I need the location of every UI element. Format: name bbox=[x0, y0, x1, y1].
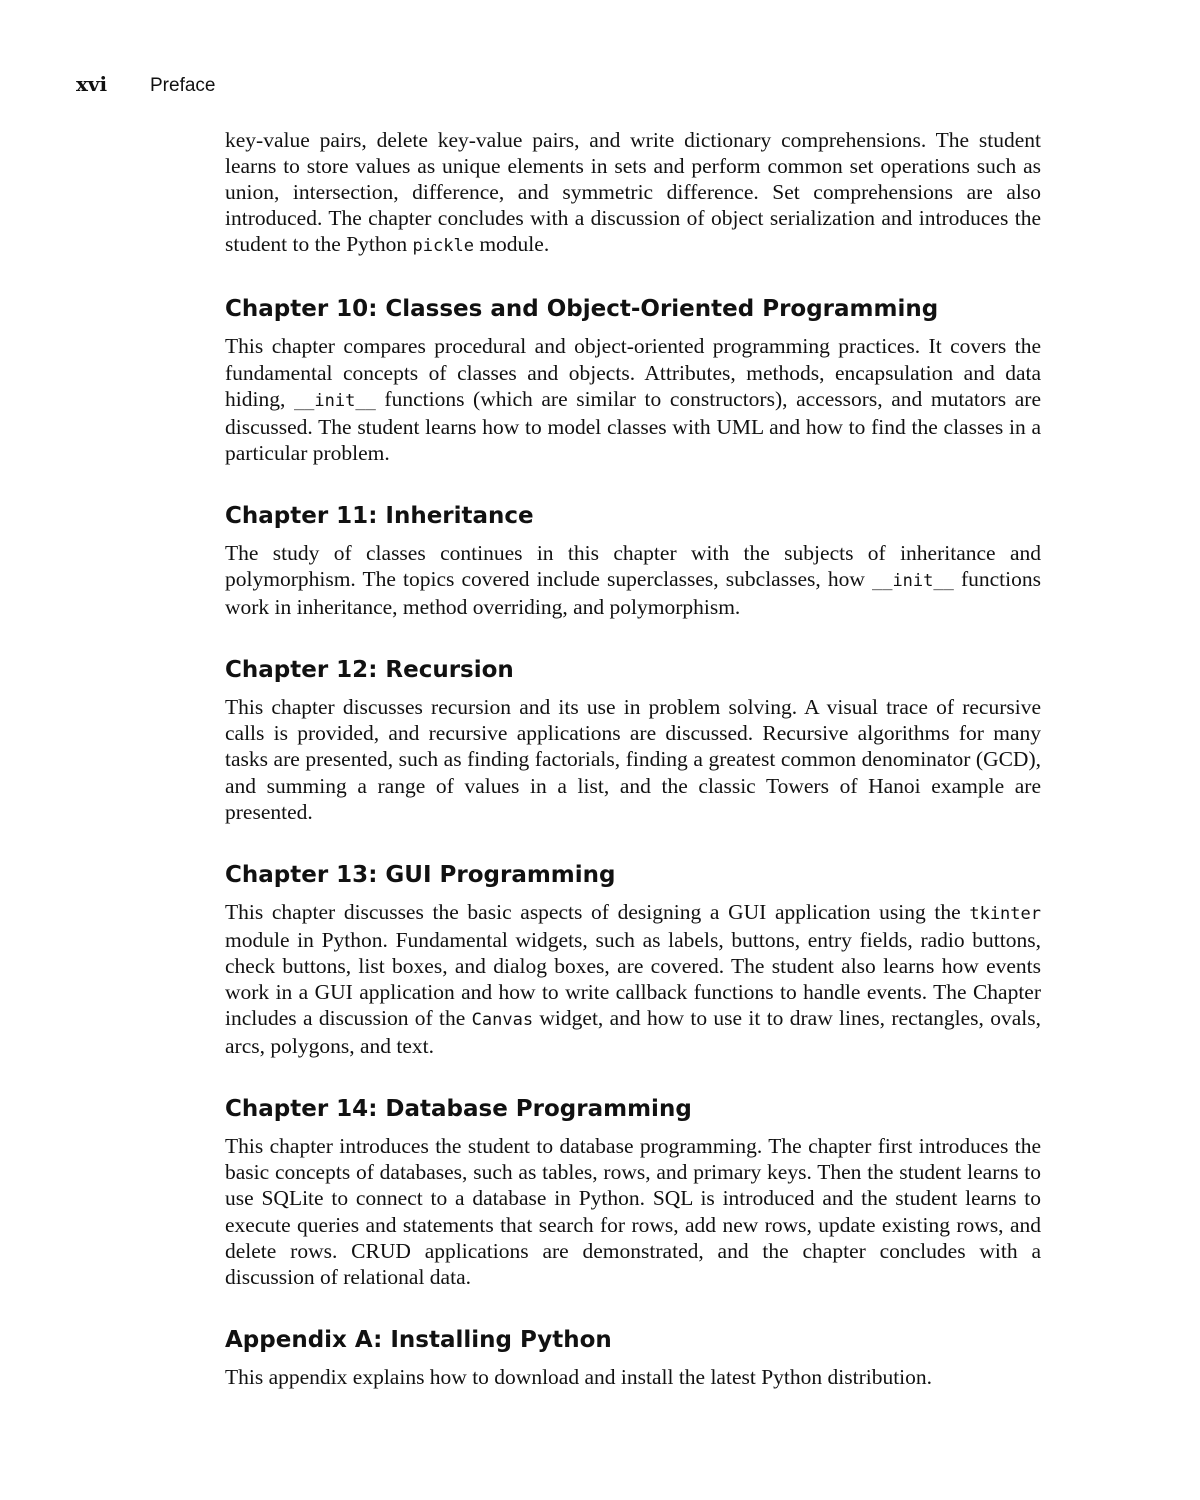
chapter-11-text: The study of classes continues in this chapter with the subjects of inheritance and polymorphism. The topics covered include superclasses, subclasses, how bbox=[225, 540, 1041, 592]
chapter-11-paragraph bbox=[225, 540, 1041, 620]
chapter-10-text: This chapter compares procedural and object-oriented programming practices. It covers the fundamental concepts of classes and objects. Attributes, methods, encapsulation and data hiding, bbox=[225, 334, 1041, 411]
chapter-10-paragraph bbox=[225, 333, 1041, 465]
chapter-11-text-end: functions work in inheritance, method overriding, and polymorphism. bbox=[225, 567, 1041, 620]
intro-text: key-value pairs, delete key-value pairs, and write dictionary comprehensions. The student learns to store values as unique elements in sets and perform common set operations such as union, intersection, difference, and symmetric difference. Set comprehensions are also introduced. The chapter concludes with a discussion of object serialization and introduces the student to the Python bbox=[225, 128, 1041, 257]
inline-code-tkinter: tkinter bbox=[969, 903, 1041, 924]
chapter-11-heading: Chapter 11: Inheritance bbox=[225, 502, 534, 529]
section-chapter-11 bbox=[225, 502, 1041, 620]
intro-text-end: module. bbox=[473, 232, 550, 257]
chapter-13-text: This chapter discusses the basic aspects of designing a GUI application using the bbox=[225, 899, 970, 924]
chapter-12-heading: Chapter 12: Recursion bbox=[225, 657, 514, 684]
chapter-10-text-end: functions (which are similar to constructors), accessors, and mutators are discussed. The student learns how to model classes with UML and how to find the classes in a particular problem. bbox=[225, 386, 1041, 465]
inline-code-canvas: Canvas bbox=[471, 1010, 534, 1031]
appendix-a-paragraph: This appendix explains how to download and install the latest Python distribution. bbox=[225, 1364, 933, 1389]
appendix-a-heading: Appendix A: Installing Python bbox=[225, 1326, 612, 1353]
chapter-13-heading: Chapter 13: GUI Programming bbox=[225, 861, 616, 888]
section-chapter-12 bbox=[225, 656, 1041, 824]
inline-code-init: __init__ bbox=[293, 390, 376, 411]
chapter-12-paragraph: This chapter discusses recursion and its use in problem solving. A visual trace of recursive calls is provided, and recursive applications are discussed. Recursive algorithms for many tasks are presented, such as finding factorials, finding a greatest common denominator (GCD), and summing a range of values in a list, and the classic Towers of Hanoi example are presented. bbox=[225, 695, 1041, 824]
chapter-13-paragraph bbox=[225, 899, 1041, 1060]
chapter-13-text-end: widget, and how to use it to draw lines, rectangles, ovals, arcs, polygons, and text. bbox=[225, 1006, 1041, 1059]
page-number: xvi bbox=[76, 72, 108, 96]
section-appendix-a bbox=[225, 1326, 1041, 1390]
running-title: Preface bbox=[150, 75, 216, 96]
page-content bbox=[225, 127, 1041, 1390]
inline-code-pickle: pickle bbox=[412, 236, 474, 257]
chapter-14-paragraph: This chapter introduces the student to database programming. The chapter first introduces the basic concepts of databases, such as tables, rows, and primary keys. Then the student learns to use SQLite to connect to a database in Python. SQL is introduced and the student learns to execute queries and statements that search for rows, add new rows, update existing rows, and delete rows. CRUD applications are demonstrated, and the chapter concludes with a discussion of relational data. bbox=[225, 1134, 1041, 1289]
chapter-13-text-middle: module in Python. Fundamental widgets, such as labels, buttons, entry fields, radio buttons, check buttons, list boxes, and dialog boxes, are covered. The student also learns how events work in a GUI application and how to write callback functions to handle events. The Chapter includes a discussion of the bbox=[225, 927, 1041, 1031]
inline-code-init: __init__ bbox=[871, 571, 954, 592]
section-chapter-10 bbox=[225, 295, 1041, 465]
running-head bbox=[76, 72, 215, 97]
section-chapter-14 bbox=[225, 1095, 1041, 1290]
section-chapter-13 bbox=[225, 861, 1041, 1060]
chapter-14-heading: Chapter 14: Database Programming bbox=[225, 1096, 692, 1123]
chapter-10-heading: Chapter 10: Classes and Object-Oriented Programming bbox=[225, 296, 939, 323]
intro-paragraph bbox=[225, 127, 1041, 259]
